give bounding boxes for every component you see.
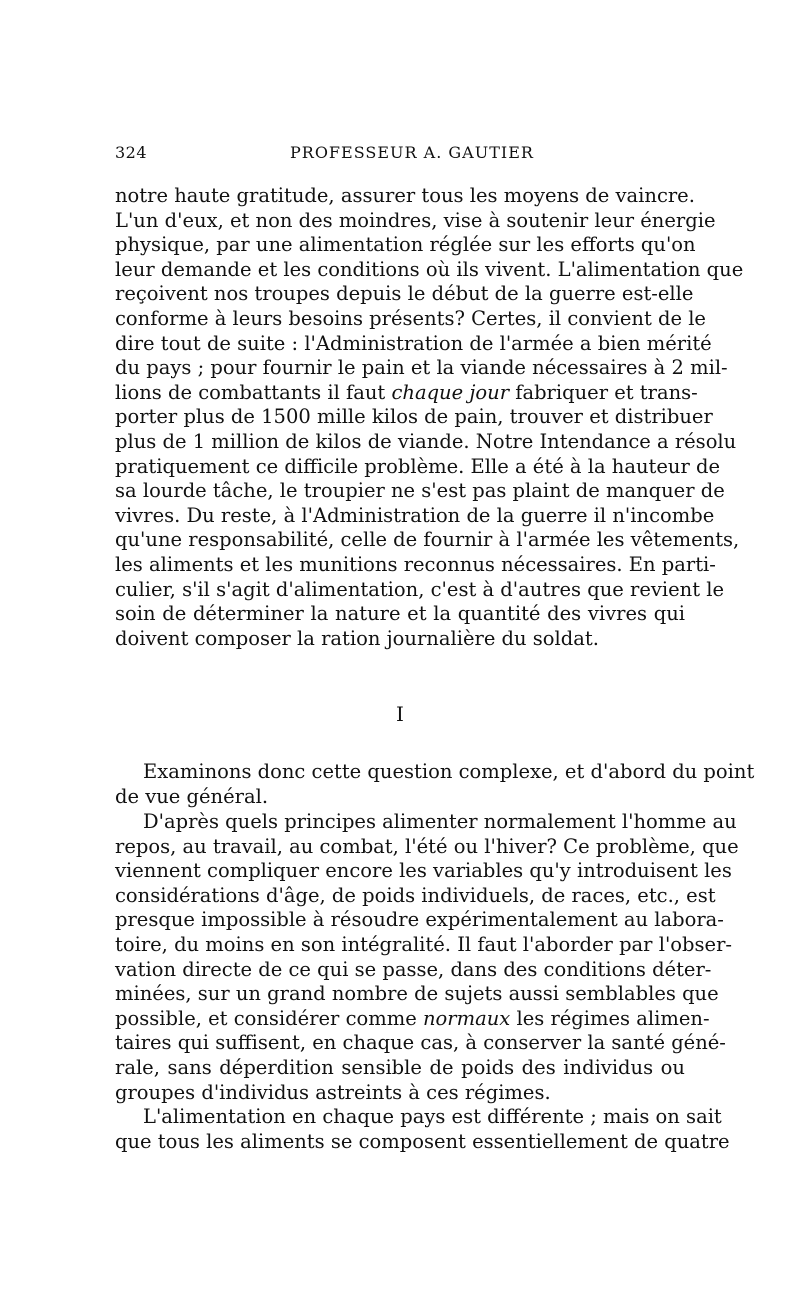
page-number: 324 <box>115 143 148 162</box>
text-line: du pays ; pour fournir le pain et la viande nécessaires à 2 mil- <box>115 356 728 380</box>
emphasized-text: chaque jour <box>391 380 510 404</box>
text-line: culier, s'il s'agit d'alimentation, c'est à d'autres que revient le <box>115 577 725 601</box>
text-fragment: fabriquer et trans- <box>509 380 698 404</box>
section-heading: I <box>396 702 404 726</box>
text-line: conforme à leurs besoins présents? Certes, il convient de le <box>115 306 706 330</box>
text-line: groupes d'individus astreints à ces régimes. <box>115 1080 551 1104</box>
paragraph-4 <box>115 1105 730 1154</box>
text-line: Examinons donc cette question complexe, et d'abord du point <box>143 760 755 783</box>
text-line: dire tout de suite : l'Administration de l'armée a bien mérité <box>115 331 712 355</box>
text-line-with-emphasis <box>115 1006 710 1032</box>
text-line: taires qui suffisent, en chaque cas, à conserver la santé géné- <box>115 1031 726 1055</box>
text-line: porter plus de 1500 mille kilos de pain, trouver et distribuer <box>115 405 713 429</box>
text-line: leur demande et les conditions où ils vivent. L'alimentation que <box>115 257 744 281</box>
text-line: doivent composer la ration journalière du soldat. <box>115 626 599 650</box>
text-line: vivres. Du reste, à l'Administration de la guerre il n'incombe <box>115 503 715 527</box>
text-line-with-emphasis <box>115 380 698 406</box>
text-line: presque impossible à résoudre expérimentalement au labora- <box>115 908 724 932</box>
text-line: que tous les aliments se composent essentiellement de quatre <box>115 1129 730 1153</box>
text-line: L'alimentation en chaque pays est différente ; mais on sait <box>143 1105 722 1128</box>
text-line: L'un d'eux, et non des moindres, vise à soutenir leur énergie <box>115 208 716 232</box>
text-fragment: lions de combattants il faut <box>115 380 392 404</box>
running-title: PROFESSEUR A. GAUTIER <box>290 143 534 162</box>
text-line: soin de déterminer la nature et la quantité des vivres qui <box>115 602 685 626</box>
text-line: de vue général. <box>115 784 269 808</box>
text-line: repos, au travail, au combat, l'été ou l'hiver? Ce problème, que <box>115 834 739 858</box>
paragraph-1 <box>115 184 744 651</box>
text-line: pratiquement ce difficile problème. Elle a été à la hauteur de <box>115 454 721 478</box>
running-head <box>115 143 685 167</box>
text-line: minées, sur un grand nombre de sujets aussi semblables que <box>115 982 719 1006</box>
paragraph-3 <box>115 810 739 1105</box>
text-line: notre haute gratitude, assurer tous les moyens de vaincre. <box>115 184 695 207</box>
text-line: plus de 1 million de kilos de viande. Notre Intendance a résolu <box>115 429 737 453</box>
text-line: viennent compliquer encore les variables qu'y introduisent les <box>115 859 732 883</box>
text-line: vation directe de ce qui se passe, dans des conditions déter- <box>115 957 712 981</box>
text-line: qu'une responsabilité, celle de fournir à l'armée les vêtements, <box>115 528 740 552</box>
text-line: toire, du moins en son intégralité. Il faut l'aborder par l'obser- <box>115 932 732 956</box>
text-line: sa lourde tâche, le troupier ne s'est pas plaint de manquer de <box>115 479 725 503</box>
text-fragment: les régimes alimen- <box>510 1006 710 1030</box>
text-line: D'après quels principes alimenter normalement l'homme au <box>143 810 737 833</box>
text-line: rale, sans déperdition sensible de poids des individus ou <box>115 1055 685 1079</box>
text-line: reçoivent nos troupes depuis le début de la guerre est-elle <box>115 282 694 306</box>
text-line: les aliments et les munitions reconnus nécessaires. En parti- <box>115 552 716 576</box>
text-line: considérations d'âge, de poids individuels, de races, etc., est <box>115 883 716 907</box>
text-fragment: possible, et considérer comme <box>115 1006 423 1030</box>
paragraph-2 <box>115 760 755 809</box>
emphasized-text: normaux <box>422 1006 511 1030</box>
text-line: physique, par une alimentation réglée sur les efforts qu'on <box>115 233 696 257</box>
